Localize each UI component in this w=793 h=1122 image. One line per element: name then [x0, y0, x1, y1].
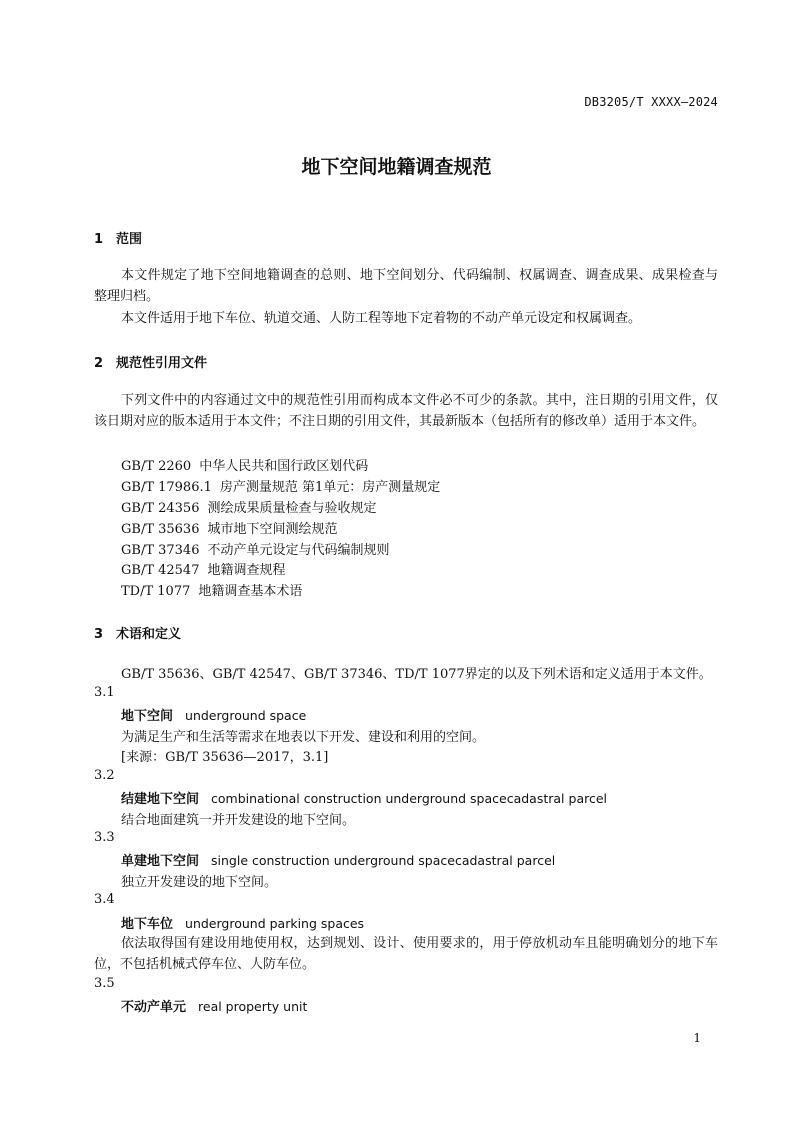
reference-code: GB/T 35636 [121, 522, 200, 537]
reference-name: 地籍调查基本术语 [198, 584, 303, 599]
section-heading-normative-references [94, 352, 207, 371]
term-en: underground parking spaces [185, 916, 365, 931]
term-definition: 独立开发建设的地下空间。 [121, 875, 278, 890]
reference-code: TD/T 1077 [121, 584, 191, 599]
terms-intro: GB/T 35636、GB/T 42547、GB/T 37346、TD/T 1077界定的以及下列术语和定义适用于本文件。 [121, 667, 712, 682]
clause-number: 3.2 [94, 768, 115, 783]
reference-name: 中华人民共和国行政区划代码 [199, 459, 369, 474]
term-definition: 结合地面建筑一并开发建设的地下空间。 [121, 813, 356, 828]
document-title: 地下空间地籍调查规范 [301, 156, 492, 178]
reference-code: GB/T 17986.1 [121, 480, 212, 495]
term-entry [121, 788, 607, 807]
section-title: 范围 [116, 232, 143, 247]
reference-code: GB/T 24356 [121, 501, 200, 516]
term-zh: 不动产单元 [121, 1000, 187, 1015]
reference-name: 地籍调查规程 [207, 563, 286, 578]
section-heading-scope [94, 228, 142, 247]
term-entry [121, 705, 306, 724]
term-entry [121, 913, 364, 932]
reference-item [121, 580, 302, 599]
reference-item [121, 497, 377, 516]
reference-code: GB/T 37346 [121, 543, 200, 558]
page-number: 1 [693, 1031, 701, 1045]
reference-item [121, 518, 338, 537]
term-en: single construction underground spacecadastral parcel [211, 853, 556, 868]
reference-item [121, 455, 368, 474]
document-code: DB3205/T XXXX—2024 [584, 95, 718, 109]
term-zh: 结建地下空间 [121, 792, 200, 807]
section-number: 3 [94, 627, 104, 642]
reference-code: GB/T 42547 [121, 563, 200, 578]
reference-code: GB/T 2260 [121, 459, 192, 474]
term-zh: 地下空间 [121, 709, 174, 724]
section-title: 规范性引用文件 [116, 356, 208, 371]
reference-name: 房产测量规范 第1单元：房产测量规定 [219, 480, 441, 495]
paragraph: 本文件适用于地下车位、轨道交通、人防工程等地下定着物的不动产单元设定和权属调查。 [121, 311, 642, 326]
clause-number: 3.1 [94, 685, 115, 700]
term-en: real property unit [198, 999, 308, 1014]
paragraph: 下列文件中的内容通过文中的规范性引用而构成本文件必不可少的条款。其中，注日期的引用文件，仅该日期对应的版本适用于本文件；不注日期的引用文件，其最新版本（包括所有的修改单）适用于本文件。 [94, 393, 718, 429]
reference-item [121, 539, 390, 558]
reference-name: 城市地下空间测绘规范 [207, 522, 338, 537]
section-number: 1 [94, 232, 104, 247]
reference-item [121, 559, 286, 578]
term-definition: 为满足生产和生活等需求在地表以下开发、建设和利用的空间。 [121, 730, 486, 745]
section-title: 术语和定义 [116, 627, 182, 642]
clause-number: 3.3 [94, 830, 115, 845]
term-entry [121, 850, 555, 869]
paragraph: 本文件规定了地下空间地籍调查的总则、地下空间划分、代码编制、权属调查、调查成果、成果检查与整理归档。 [94, 268, 718, 304]
section-heading-terms-and-definitions [94, 623, 181, 642]
term-zh: 地下车位 [121, 917, 174, 932]
term-source: [来源：GB/T 35636—2017，3.1] [121, 750, 329, 765]
term-en: underground space [185, 708, 307, 723]
term-entry [121, 996, 307, 1015]
term-definition: 依法取得国有建设用地使用权，达到规划、设计、使用要求的，用于停放机动车且能明确划分的地下车位，不包括机械式停车位、人防车位。 [94, 936, 718, 972]
term-en: combinational construction underground spacecadastral parcel [211, 791, 607, 806]
clause-number: 3.4 [94, 892, 115, 907]
term-zh: 单建地下空间 [121, 854, 200, 869]
section-number: 2 [94, 356, 104, 371]
clause-number: 3.5 [94, 976, 115, 991]
reference-item [121, 476, 440, 495]
reference-name: 测绘成果质量检查与验收规定 [207, 501, 377, 516]
reference-name: 不动产单元设定与代码编制规则 [207, 543, 390, 558]
